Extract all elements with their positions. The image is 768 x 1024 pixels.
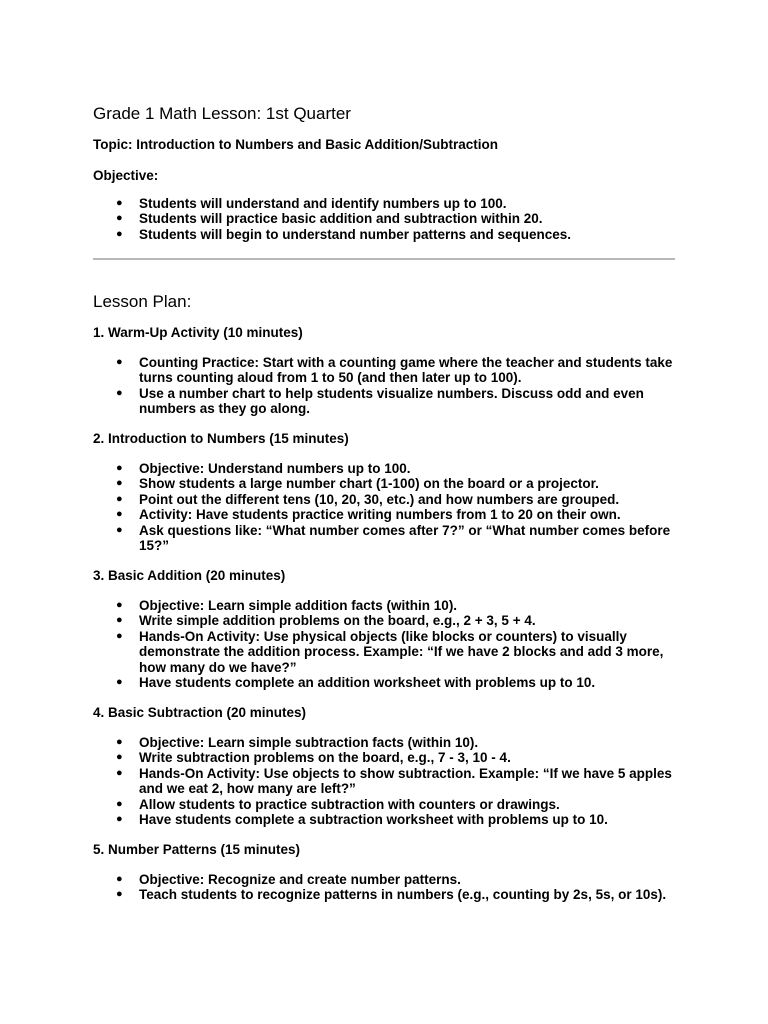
document-title: Grade 1 Math Lesson: 1st Quarter [93, 104, 351, 123]
list-item: ● Students will understand and identify numbers up to 100. [116, 196, 676, 211]
list-item: ● Ask questions like: “What number comes after 7?” or “What number comes before 15?” [116, 523, 676, 554]
section-heading-patterns: 5. Number Patterns (15 minutes) [93, 842, 301, 857]
section-heading-addition: 3. Basic Addition (20 minutes) [93, 568, 286, 583]
list-item: ● Show students a large number chart (1-100) on the board or a projector. [116, 476, 676, 491]
list-item: ● Students will begin to understand number patterns and sequences. [116, 227, 676, 242]
section-list-warm-up [116, 355, 676, 417]
list-item: ● Allow students to practice subtraction with counters or drawings. [116, 797, 676, 812]
objectives-list [116, 196, 676, 242]
list-item: ● Use a number chart to help students visualize numbers. Discuss odd and even numbers as they go along. [116, 386, 676, 417]
list-item: ● Objective: Learn simple subtraction facts (within 10). [116, 735, 676, 750]
list-item: ● Objective: Recognize and create number patterns. [116, 872, 676, 887]
topic-line: Topic: Introduction to Numbers and Basic Addition/Subtraction [93, 137, 498, 152]
list-item: ● Write simple addition problems on the board, e.g., 2 + 3, 5 + 4. [116, 613, 676, 628]
list-item: ● Have students complete a subtraction worksheet with problems up to 10. [116, 812, 676, 827]
list-item: ● Hands-On Activity: Use physical objects (like blocks or counters) to visually demonstrate the addition process. Example: “If we have 2 blocks and add 3 more, how many do we have?” [116, 629, 676, 675]
lesson-plan-heading: Lesson Plan: [93, 292, 192, 311]
objective-label: Objective: [93, 168, 159, 183]
section-heading-subtraction: 4. Basic Subtraction (20 minutes) [93, 705, 307, 720]
list-item: ● Objective: Learn simple addition facts (within 10). [116, 598, 676, 613]
section-list-introduction [116, 461, 676, 553]
list-item: ● Teach students to recognize patterns in numbers (e.g., counting by 2s, 5s, or 10s). [116, 887, 676, 902]
list-item: ● Students will practice basic addition and subtraction within 20. [116, 211, 676, 226]
list-item: ● Activity: Have students practice writing numbers from 1 to 20 on their own. [116, 507, 676, 522]
section-heading-introduction: 2. Introduction to Numbers (15 minutes) [93, 431, 349, 446]
list-item: ● Hands-On Activity: Use objects to show subtraction. Example: “If we have 5 apples and we eat 2, how many are left?” [116, 766, 676, 797]
list-item: ● Write subtraction problems on the board, e.g., 7 - 3, 10 - 4. [116, 750, 676, 765]
horizontal-divider [93, 258, 675, 260]
list-item: ● Point out the different tens (10, 20, 30, etc.) and how numbers are grouped. [116, 492, 676, 507]
list-item: ● Have students complete an addition worksheet with problems up to 10. [116, 675, 676, 690]
section-list-subtraction [116, 735, 676, 827]
section-list-patterns [116, 872, 676, 903]
list-item: ● Objective: Understand numbers up to 100. [116, 461, 676, 476]
list-item: ● Counting Practice: Start with a counting game where the teacher and students take turns counting aloud from 1 to 50 (and then later up to 100). [116, 355, 676, 386]
section-list-addition [116, 598, 676, 690]
section-heading-warm-up: 1. Warm-Up Activity (10 minutes) [93, 325, 303, 340]
